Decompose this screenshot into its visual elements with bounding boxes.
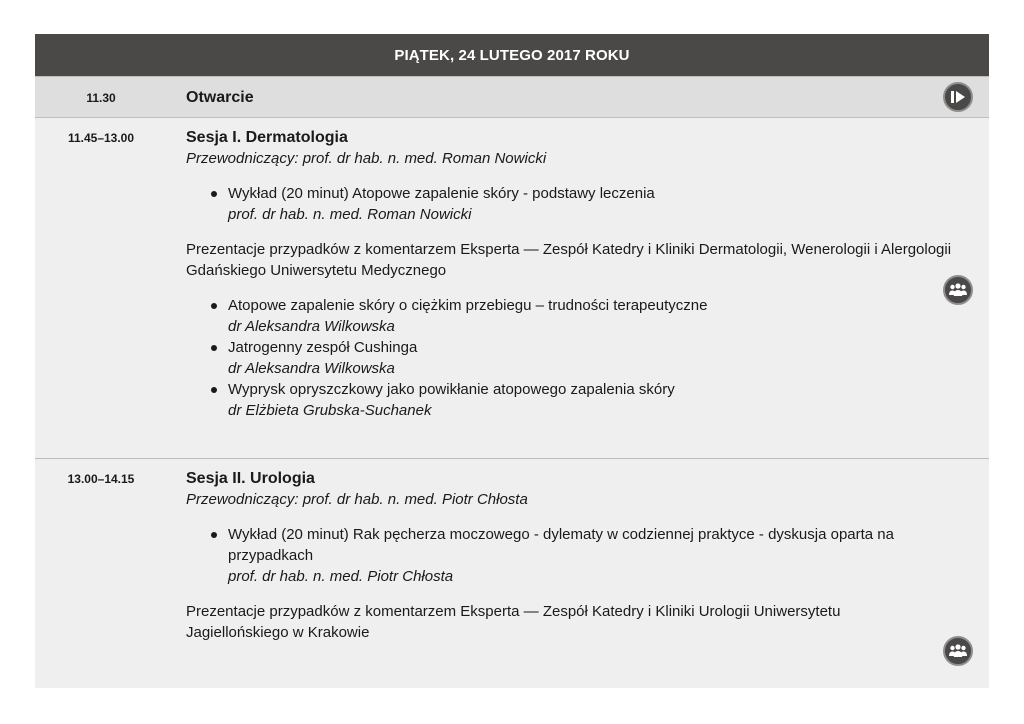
session-chair: Przewodniczący: prof. dr hab. n. med. Roman Nowicki <box>186 150 547 167</box>
session-content <box>186 128 956 421</box>
session-content <box>186 469 956 643</box>
case-item <box>228 337 956 379</box>
cases-intro: Prezentacje przypadków z komentarzem Eksperta — Zespół Katedry i Kliniki Dermatologii, Wenerologii i Alergologii Gdańskiego Uniwersytetu Medycznego <box>186 241 952 279</box>
case-list <box>186 295 956 421</box>
case-speaker: dr Aleksandra Wilkowska <box>228 318 395 335</box>
play-icon[interactable] <box>943 82 973 112</box>
lecture-list <box>186 524 908 587</box>
program-table <box>35 34 989 688</box>
day-header: PIĄTEK, 24 LUTEGO 2017 ROKU <box>35 34 989 76</box>
group-icon[interactable] <box>943 275 973 305</box>
opening-time: 11.30 <box>86 91 116 105</box>
session-title: Sesja II. Urologia <box>186 470 315 487</box>
lecture-speaker: prof. dr hab. n. med. Roman Nowicki <box>228 206 472 223</box>
session-row-dermatology <box>35 117 989 458</box>
case-text: Jatrogenny zespół Cushinga <box>228 339 418 356</box>
session-chair: Przewodniczący: prof. dr hab. n. med. Piotr Chłosta <box>186 491 528 508</box>
case-text: Wyprysk opryszczkowy jako powikłanie atopowego zapalenia skóry <box>228 381 675 398</box>
opening-title: Otwarcie <box>186 89 254 106</box>
lecture-item <box>228 524 908 587</box>
case-text: Atopowe zapalenie skóry o ciężkim przebiegu – trudności terapeutyczne <box>228 297 708 314</box>
session-title: Sesja I. Dermatologia <box>186 129 348 146</box>
lecture-text: Wykład (20 minut) Rak pęcherza moczowego - dylematy w codziennej praktyce - dyskusja oparta na przypadkach <box>228 526 894 564</box>
opening-row <box>35 76 989 117</box>
group-icon[interactable] <box>943 636 973 666</box>
lecture-item <box>228 183 956 225</box>
lecture-list <box>186 183 956 225</box>
lecture-speaker: prof. dr hab. n. med. Piotr Chłosta <box>228 568 454 585</box>
opening-content <box>186 88 956 108</box>
case-speaker: dr Elżbieta Grubska-Suchanek <box>228 402 432 419</box>
case-speaker: dr Aleksandra Wilkowska <box>228 360 395 377</box>
lecture-text: Wykład (20 minut) Atopowe zapalenie skóry - podstawy leczenia <box>228 185 655 202</box>
case-item <box>228 295 956 337</box>
cases-intro: Prezentacje przypadków z komentarzem Eksperta — Zespół Katedry i Kliniki Urologii Uniwersytetu Jagiellońskiego w Krakowie <box>186 603 841 641</box>
case-item <box>228 379 956 421</box>
session-row-urology <box>35 458 989 688</box>
session-time: 11.45–13.00 <box>67 131 135 145</box>
session-time: 13.00–14.15 <box>67 472 135 486</box>
